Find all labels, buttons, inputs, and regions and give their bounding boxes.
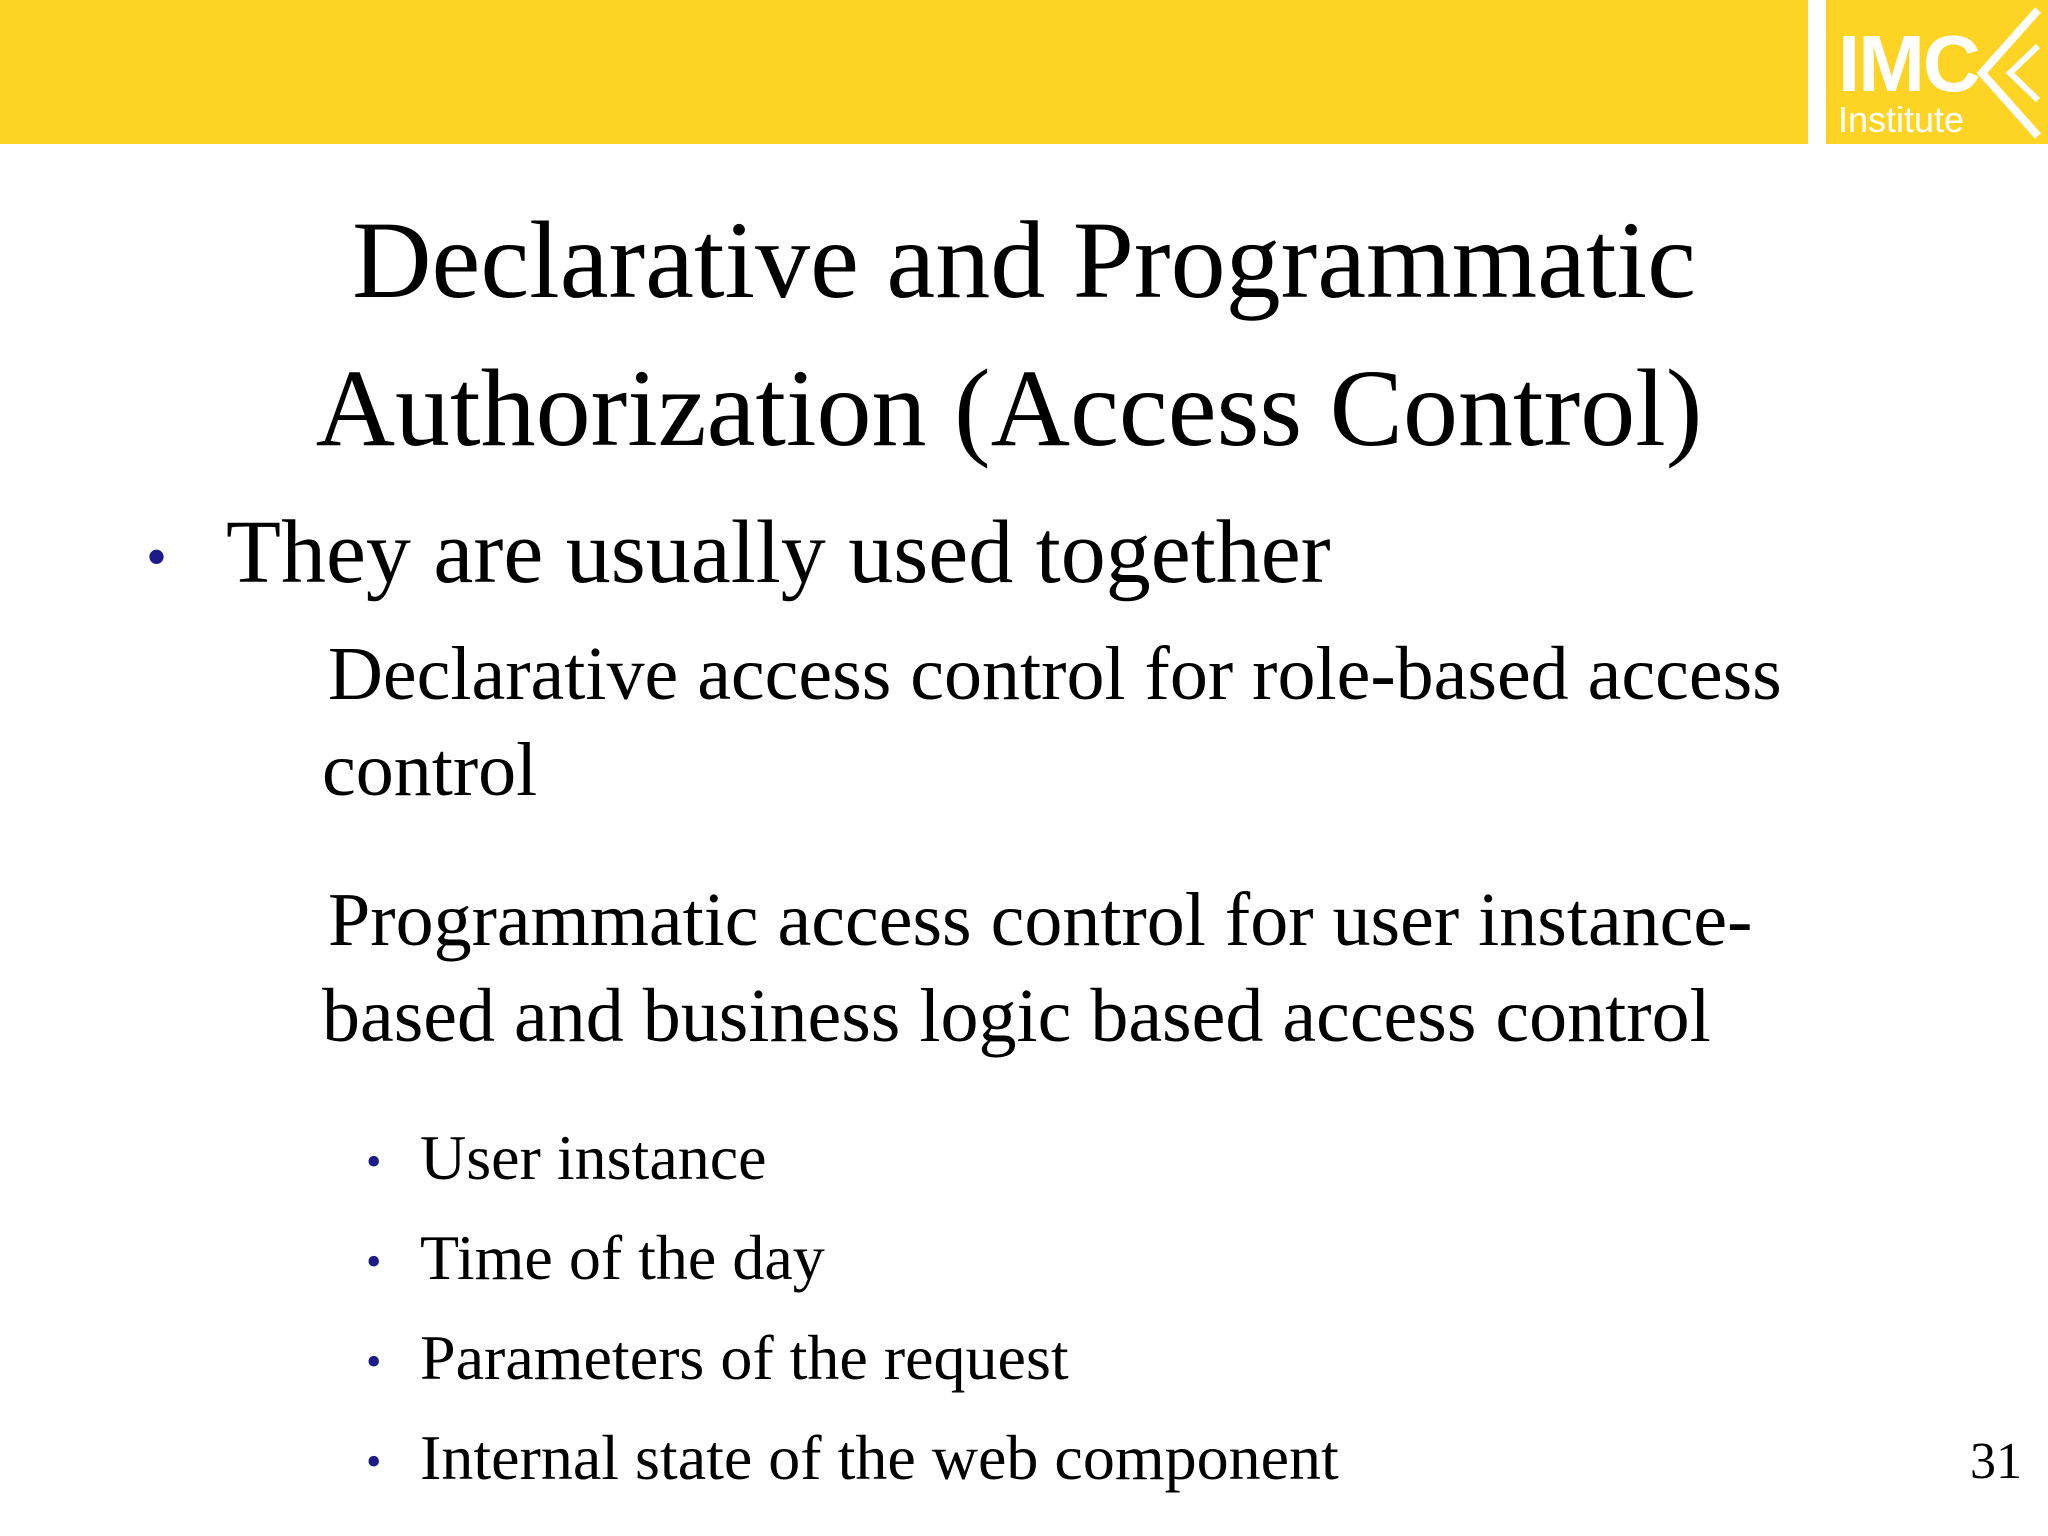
sub-bullet-text: Time of the day [420, 1222, 825, 1293]
sub-bullet-text: Parameters of the request [420, 1322, 1069, 1393]
header-bar [0, 0, 1808, 144]
sub-bullet-list [366, 1108, 1339, 1508]
imc-institute-logo [1826, 0, 2048, 144]
list-item [366, 1108, 1339, 1208]
list-item [366, 1408, 1339, 1508]
main-bullet [146, 500, 1331, 610]
bullet-dot-icon: • [366, 1437, 382, 1486]
sub-bullet-text: Internal state of the web component [420, 1422, 1339, 1493]
bullet-dot-icon: • [366, 1337, 382, 1386]
slide-title [0, 186, 2048, 482]
chevron-left-icon [1976, 6, 2044, 140]
list-item [366, 1208, 1339, 1308]
slide-title-line-2: Authorization (Access Control) [315, 347, 1703, 469]
page-number: 31 [1970, 1433, 2022, 1490]
paragraph-declarative: Declarative access control for role-based access control [322, 632, 1782, 812]
logo-subtitle: Institute [1838, 99, 1965, 140]
bullet-dot-icon: • [366, 1237, 382, 1286]
logo-text: IMC [1838, 19, 1979, 108]
list-item [366, 1308, 1339, 1408]
bullet-dot-icon: • [146, 524, 168, 590]
main-bullet-text: They are usually used together [226, 503, 1331, 602]
paragraph-programmatic: Programmatic access control for user instance-based and business logic based access control [322, 878, 1753, 1058]
sub-bullet-text: User instance [420, 1122, 767, 1193]
bullet-dot-icon: • [366, 1137, 382, 1186]
slide-title-line-1: Declarative and Programmatic [352, 199, 1696, 321]
